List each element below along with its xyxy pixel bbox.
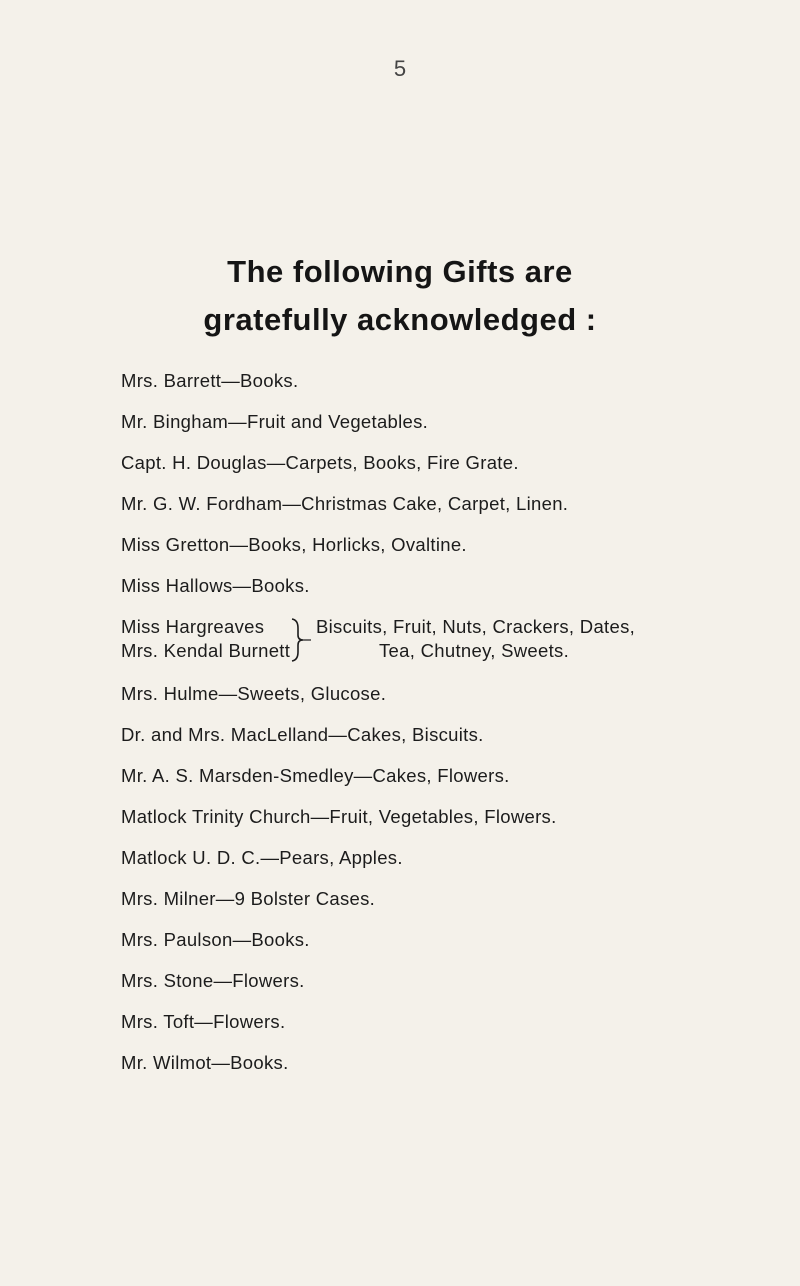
gift-items: 9 Bolster Cases. <box>234 888 376 909</box>
gift-separator: — <box>310 806 330 827</box>
gift-separator: — <box>328 724 348 745</box>
gift-list <box>121 368 791 1091</box>
gift-entry <box>121 722 791 748</box>
gift-separator: — <box>221 370 241 391</box>
heading-line-1: The following Gifts are <box>227 254 573 289</box>
heading-line-2: gratefully acknowledged : <box>203 302 597 337</box>
gift-donor: Mrs. Stone <box>121 970 214 991</box>
gift-entry <box>121 1050 791 1076</box>
gift-separator: — <box>353 765 373 786</box>
gift-entry <box>121 409 791 435</box>
gift-donor: Mr. A. S. Marsden-Smedley <box>121 765 354 786</box>
gift-separator: — <box>211 1052 231 1073</box>
gift-separator: — <box>260 847 280 868</box>
gift-items: Sweets, Glucose. <box>237 683 387 704</box>
gift-donor: Matlock U. D. C. <box>121 847 261 868</box>
gift-donor: Miss Gretton <box>121 534 230 555</box>
gift-donor: Mrs. Milner <box>121 888 216 909</box>
gift-donor: Matlock Trinity Church <box>121 806 311 827</box>
gift-donor: Capt. H. Douglas <box>121 452 267 473</box>
gift-items: Fruit and Vegetables. <box>246 411 429 432</box>
gift-items: Fruit, Vegetables, Flowers. <box>329 806 557 827</box>
gift-items: Books. <box>230 1052 289 1073</box>
gift-items: Flowers. <box>213 1011 286 1032</box>
gift-donor: Mrs. Barrett <box>121 370 222 391</box>
gift-entry <box>121 1009 791 1035</box>
gift-items: Christmas Cake, Carpet, Linen. <box>301 493 569 514</box>
gift-items: Books. <box>240 370 299 391</box>
gift-items: Pears, Apples. <box>279 847 403 868</box>
gift-entry <box>121 573 791 599</box>
gift-entry <box>121 491 791 517</box>
gift-donor: Mr. Wilmot <box>121 1052 212 1073</box>
gift-entry <box>121 845 791 871</box>
joint-donor-2: Mrs. Kendal Burnett <box>121 640 291 661</box>
gift-items: Cakes, Biscuits. <box>347 724 484 745</box>
page-number: 5 <box>393 56 407 81</box>
gift-entry <box>121 681 791 707</box>
gift-donor: Mr. Bingham <box>121 411 229 432</box>
gift-items: Books. <box>251 575 310 596</box>
gift-items: Carpets, Books, Fire Grate. <box>285 452 519 473</box>
gift-separator: — <box>215 888 235 909</box>
gift-items: Books. <box>251 929 310 950</box>
gift-donor: Mrs. Paulson <box>121 929 233 950</box>
page-heading <box>0 248 800 344</box>
gift-separator: — <box>229 534 249 555</box>
brace-icon <box>289 616 311 664</box>
gift-entry <box>121 804 791 830</box>
joint-items-line-2: Tea, Chutney, Sweets. <box>379 640 570 661</box>
joint-gift-entry <box>121 614 791 666</box>
gift-entry <box>121 368 791 394</box>
gift-entry <box>121 968 791 994</box>
gift-donor: Dr. and Mrs. MacLelland <box>121 724 329 745</box>
gift-donor: Mr. G. W. Fordham <box>121 493 283 514</box>
gift-donor: Mrs. Toft <box>121 1011 195 1032</box>
gift-entry <box>121 532 791 558</box>
gift-donor: Miss Hallows <box>121 575 233 596</box>
gift-items: Cakes, Flowers. <box>372 765 510 786</box>
gift-items: Flowers. <box>232 970 305 991</box>
gift-entry <box>121 763 791 789</box>
gift-separator: — <box>282 493 302 514</box>
gift-items: Books, Horlicks, Ovaltine. <box>248 534 467 555</box>
gift-separator: — <box>266 452 286 473</box>
gift-entry <box>121 450 791 476</box>
gift-entry <box>121 886 791 912</box>
gift-entry <box>121 927 791 953</box>
gift-separator: — <box>228 411 247 432</box>
gift-separator: — <box>218 683 238 704</box>
joint-donor-1: Miss Hargreaves <box>121 616 265 637</box>
gift-separator: — <box>232 575 252 596</box>
gift-separator: — <box>194 1011 214 1032</box>
gift-donor: Mrs. Hulme <box>121 683 219 704</box>
gift-separator: — <box>232 929 252 950</box>
gift-separator: — <box>213 970 233 991</box>
joint-items-line-1: Biscuits, Fruit, Nuts, Crackers, Dates, <box>316 616 636 637</box>
